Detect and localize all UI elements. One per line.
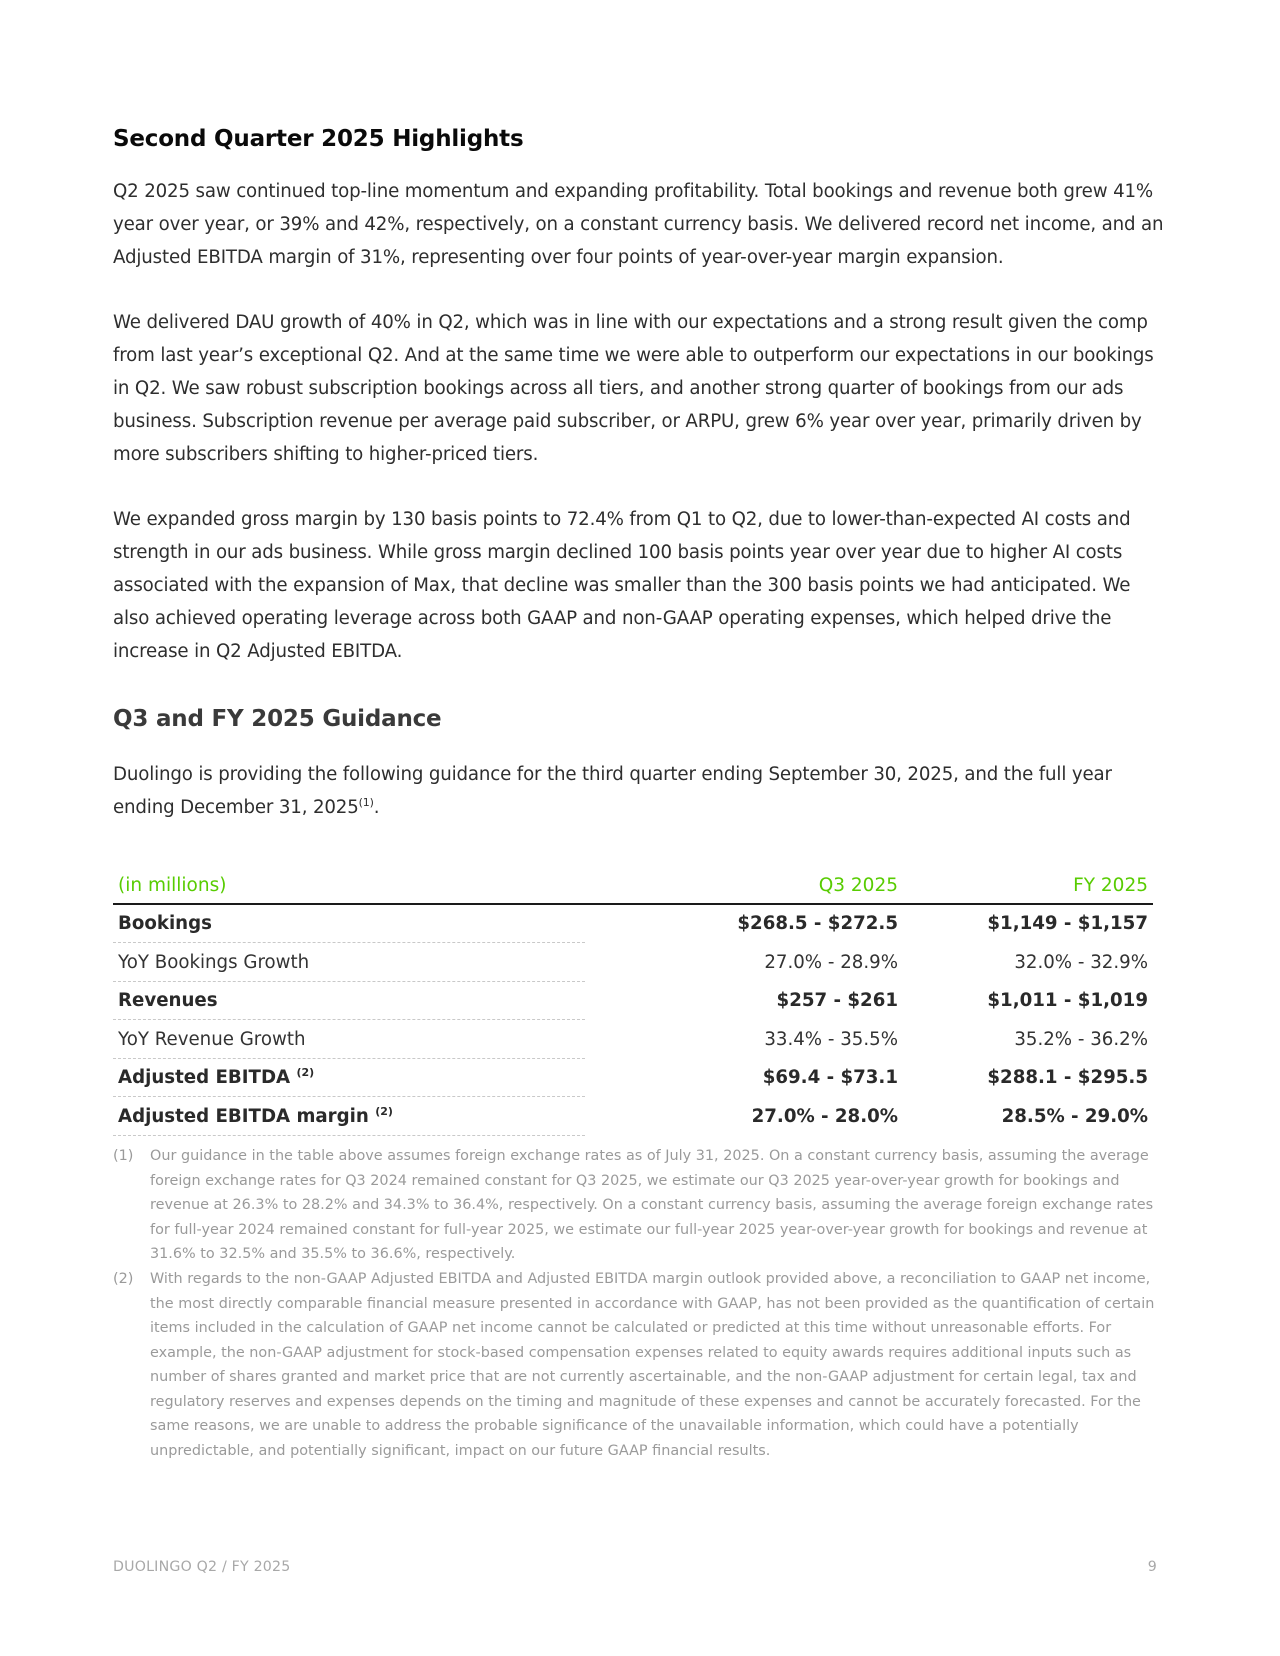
row-spacer <box>585 1097 653 1136</box>
table-row <box>113 1058 1153 1097</box>
row-q3-value: $69.4 - $73.1 <box>762 1067 898 1089</box>
footnote-number: (1) <box>113 1147 134 1164</box>
row-fy-value: 28.5% - 29.0% <box>1001 1105 1148 1127</box>
header-q3-2025: Q3 2025 <box>653 873 903 904</box>
guidance-table <box>113 873 1153 1136</box>
document-page <box>113 126 1170 1464</box>
row-footnote-ref: (2) <box>375 1104 393 1118</box>
row-label-text: Adjusted EBITDA margin <box>118 1105 376 1127</box>
highlights-paragraph-2: We delivered DAU growth of 40% in Q2, which was in line with our expectations and a strong result given the comp from last year’s exceptional Q2. And at the same time we were able to outperform our expectations in our bookings in Q2. We saw robust subscription bookings across all tiers, and another strong quarter of bookings from our ads business. Subscription revenue per average paid subscriber, or ARPU, grew 6% year over year, primarily driven by more subscribers shifting to higher-priced tiers. <box>113 312 1154 465</box>
row-fy-value: 32.0% - 32.9% <box>1014 951 1148 973</box>
table-row <box>113 981 1153 1020</box>
footnotes <box>113 1144 1170 1464</box>
table-row <box>113 1020 1153 1059</box>
highlights-paragraph-3: We expanded gross margin by 130 basis points to 72.4% from Q1 to Q2, due to lower-than-expected AI costs and strength in our ads business. While gross margin declined 100 basis points year over year due to higher AI costs associated with the expansion of Max, that decline was smaller than the 300 basis points we had anticipated. We also achieved operating leverage across both GAAP and non-GAAP operating expenses, which helped drive the increase in Q2 Adjusted EBITDA. <box>113 509 1131 662</box>
row-q3-value: $268.5 - $272.5 <box>737 913 898 935</box>
row-footnote-ref: (2) <box>296 1066 315 1080</box>
row-spacer <box>585 981 653 1020</box>
row-label <box>113 1097 585 1136</box>
footnote-1 <box>113 1144 1170 1267</box>
row-fy-value: $1,149 - $1,157 <box>987 913 1148 935</box>
row-spacer <box>585 1058 653 1097</box>
guidance-intro <box>113 759 1170 825</box>
page-number: 9 <box>1147 1559 1157 1575</box>
footnote-ref-1: (1) <box>358 796 374 810</box>
table-body <box>113 904 1153 1136</box>
row-label-text: Adjusted EBITDA <box>118 1067 297 1089</box>
row-fy-value: $1,011 - $1,019 <box>987 990 1148 1012</box>
footnote-number: (2) <box>113 1270 134 1287</box>
highlights-paragraph-1: Q2 2025 saw continued top-line momentum and expanding profitability. Total bookings and revenue both grew 41% year over year, or 39% and 42%, respectively, on a constant currency basis. We delivered record net income, and an Adjusted EBITDA margin of 31%, representing over four points of year-over-year margin expansion. <box>113 181 1164 268</box>
row-spacer <box>585 1020 653 1059</box>
footnote-text: Our guidance in the table above assumes foreign exchange rates as of July 31, 2025. On a constant currency basis, assuming the average foreign exchange rates for Q3 2024 remained constant for Q3 2025, we estimate our Q3 2025 year-over-year growth for bookings and revenue at 26.3% to 28.2% and 34.3% to 36.4%, respectively. On a constant currency basis, assuming the average foreign exchange rates for full-year 2024 remained constant for full-year 2025, we estimate our full-year 2025 year-over-year growth for bookings and revenue at 31.6% to 32.5% and 35.5% to 36.6%, respectively. <box>150 1147 1154 1263</box>
row-label-text: YoY Bookings Growth <box>118 951 310 973</box>
row-label <box>113 981 585 1020</box>
row-label-text: YoY Revenue Growth <box>118 1028 306 1050</box>
row-label-text: Revenues <box>118 990 218 1012</box>
row-label <box>113 1058 585 1097</box>
row-q3-value: 27.0% - 28.0% <box>751 1105 898 1127</box>
row-q3-value: $257 - $261 <box>776 990 898 1012</box>
header-in-millions: (in millions) <box>113 873 653 904</box>
table-row <box>113 904 1153 943</box>
row-label-text: Bookings <box>118 913 212 935</box>
section-title-guidance: Q3 and FY 2025 Guidance <box>113 706 442 733</box>
row-label <box>113 1020 585 1059</box>
page-footer <box>113 1559 1157 1575</box>
row-fy-value: 35.2% - 36.2% <box>1014 1028 1148 1050</box>
guidance-intro-text: Duolingo is providing the following guidance for the third quarter ending September 30, 2025, and the full year ending December 31, 2025 <box>113 764 1112 819</box>
row-label <box>113 904 585 943</box>
row-spacer <box>585 943 653 982</box>
row-spacer <box>585 904 653 943</box>
row-q3-value: 33.4% - 35.5% <box>764 1028 898 1050</box>
footer-document-label: DUOLINGO Q2 / FY 2025 <box>113 1559 291 1575</box>
section-title-highlights: Second Quarter 2025 Highlights <box>113 126 524 152</box>
table-header-row <box>113 873 1153 904</box>
row-fy-value: $288.1 - $295.5 <box>987 1067 1148 1089</box>
header-fy-2025: FY 2025 <box>903 873 1153 904</box>
table-row <box>113 943 1153 982</box>
footnote-text: With regards to the non-GAAP Adjusted EBITDA and Adjusted EBITDA margin outlook provided above, a reconciliation to GAAP net income, the most directly comparable financial measure presented in accordance with GAAP, has not been provided as the quantification of certain items included in the calculation of GAAP net income cannot be calculated or predicted at this time without unreasonable efforts. For example, the non-GAAP adjustment for stock-based compensation expenses related to equity awards requires additional inputs such as number of shares granted and market price that are not currently ascertainable, and the non-GAAP adjustment for certain legal, tax and regulatory reserves and expenses depends on the timing and magnitude of these expenses and cannot be accurately forecasted. For the same reasons, we are unable to address the probable significance of the unavailable information, which could have a potentially unpredictable, and potentially significant, impact on our future GAAP financial results. <box>150 1270 1155 1460</box>
table-row <box>113 1097 1153 1136</box>
footnote-2 <box>113 1267 1170 1464</box>
row-q3-value: 27.0% - 28.9% <box>764 951 898 973</box>
guidance-intro-end: . <box>373 797 380 819</box>
row-label <box>113 943 585 982</box>
